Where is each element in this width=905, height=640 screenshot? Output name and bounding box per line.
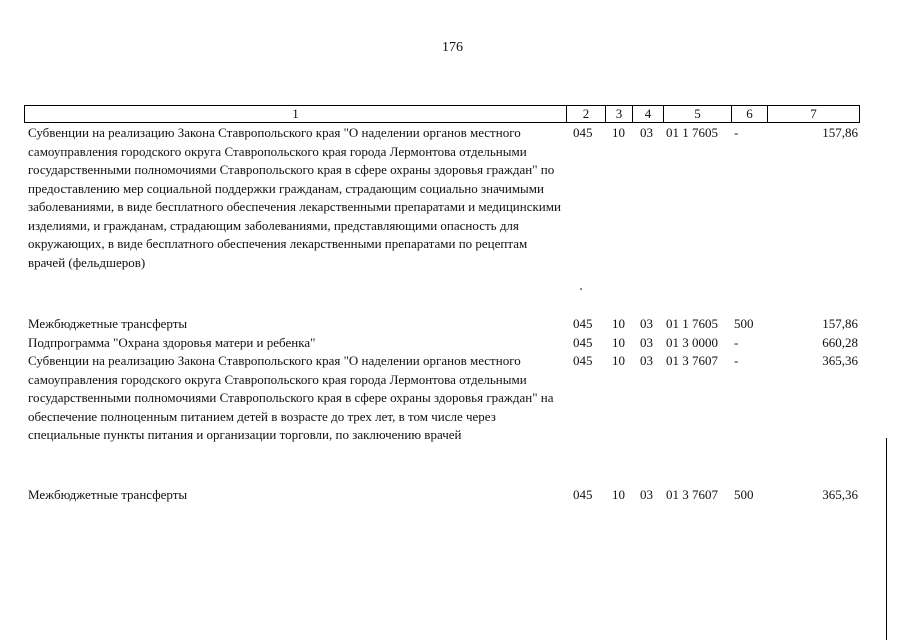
cell-col-7: 157,86 [822, 125, 858, 140]
cell-col-4: 03 [640, 335, 653, 350]
cell-col-3: 10 [612, 353, 625, 368]
cell-col-2: 045 [573, 316, 593, 331]
cell-col-3: 10 [612, 316, 625, 331]
cell-col-7: 365,36 [822, 487, 858, 502]
cell-col-3: 10 [612, 125, 625, 140]
row-description: Субвенции на реализацию Закона Ставропольского края "О наделении органов местного самоуправления городского округа Ставропольского края города Лермонтова отдельными государственными полномочиями Ставропольского края в сфере охраны здоровья граждан" по предоставлению мер социальной поддержки гражданам, страдающим социально значимыми заболеваниями, в виде бесплатного обеспечения лекарственными препаратами и медицинскими изделиями, и гражданам, страдающим заболеваниями, представляющими опасность для окружающих, в виде бесплатного обеспечения лекарственными препаратами по рецептам врачей (фельдшеров) [28, 125, 561, 270]
cell-col-2: 045 [573, 353, 593, 368]
row-description: Подпрограмма "Охрана здоровья матери и ребенка" [28, 335, 316, 350]
scan-edge-line [886, 438, 887, 640]
cell-col-4: 03 [640, 316, 653, 331]
cell-col-4: 03 [640, 125, 653, 140]
header-col-2: 2 [566, 106, 605, 122]
header-col-6: 6 [731, 106, 767, 122]
cell-col-4: 03 [640, 353, 653, 368]
cell-col-3: 10 [612, 335, 625, 350]
header-col-1: 1 [292, 106, 299, 121]
cell-col-5: 01 3 0000 [666, 335, 718, 350]
cell-col-7: 365,36 [822, 353, 858, 368]
page-number: 176 [442, 40, 463, 55]
row-description: Межбюджетные трансферты [28, 316, 188, 331]
scan-speck [580, 288, 582, 290]
cell-col-2: 045 [573, 125, 593, 140]
cell-col-5: 01 3 7607 [666, 353, 718, 368]
cell-col-6: - [734, 353, 739, 368]
cell-col-7: 157,86 [822, 316, 858, 331]
cell-col-6: 500 [734, 487, 754, 502]
header-col-7: 7 [767, 106, 859, 122]
row-description: Субвенции на реализацию Закона Ставропольского края "О наделении органов местного самоуправления городского округа Ставропольского края города Лермонтова отдельными государственными полномочиями Ставропольского края в сфере охраны здоровья граждан" на обеспечение полноценным питанием детей в возрасте до трех лет, в том числе через специальные пункты питания и организации торговли, по заключению врачей [28, 353, 554, 442]
row-description: Межбюджетные трансферты [28, 487, 188, 502]
header-col-4: 4 [632, 106, 663, 122]
header-col-3: 3 [605, 106, 632, 122]
cell-col-6: 500 [734, 316, 754, 331]
header-col-5: 5 [663, 106, 731, 122]
cell-col-6: - [734, 125, 739, 140]
cell-col-6: - [734, 335, 739, 350]
table-header [24, 105, 860, 123]
cell-col-3: 10 [612, 487, 625, 502]
cell-col-2: 045 [573, 487, 593, 502]
cell-col-2: 045 [573, 335, 593, 350]
cell-col-5: 01 1 7605 [666, 125, 718, 140]
cell-col-7: 660,28 [822, 335, 858, 350]
cell-col-5: 01 3 7607 [666, 487, 718, 502]
cell-col-5: 01 1 7605 [666, 316, 718, 331]
cell-col-4: 03 [640, 487, 653, 502]
